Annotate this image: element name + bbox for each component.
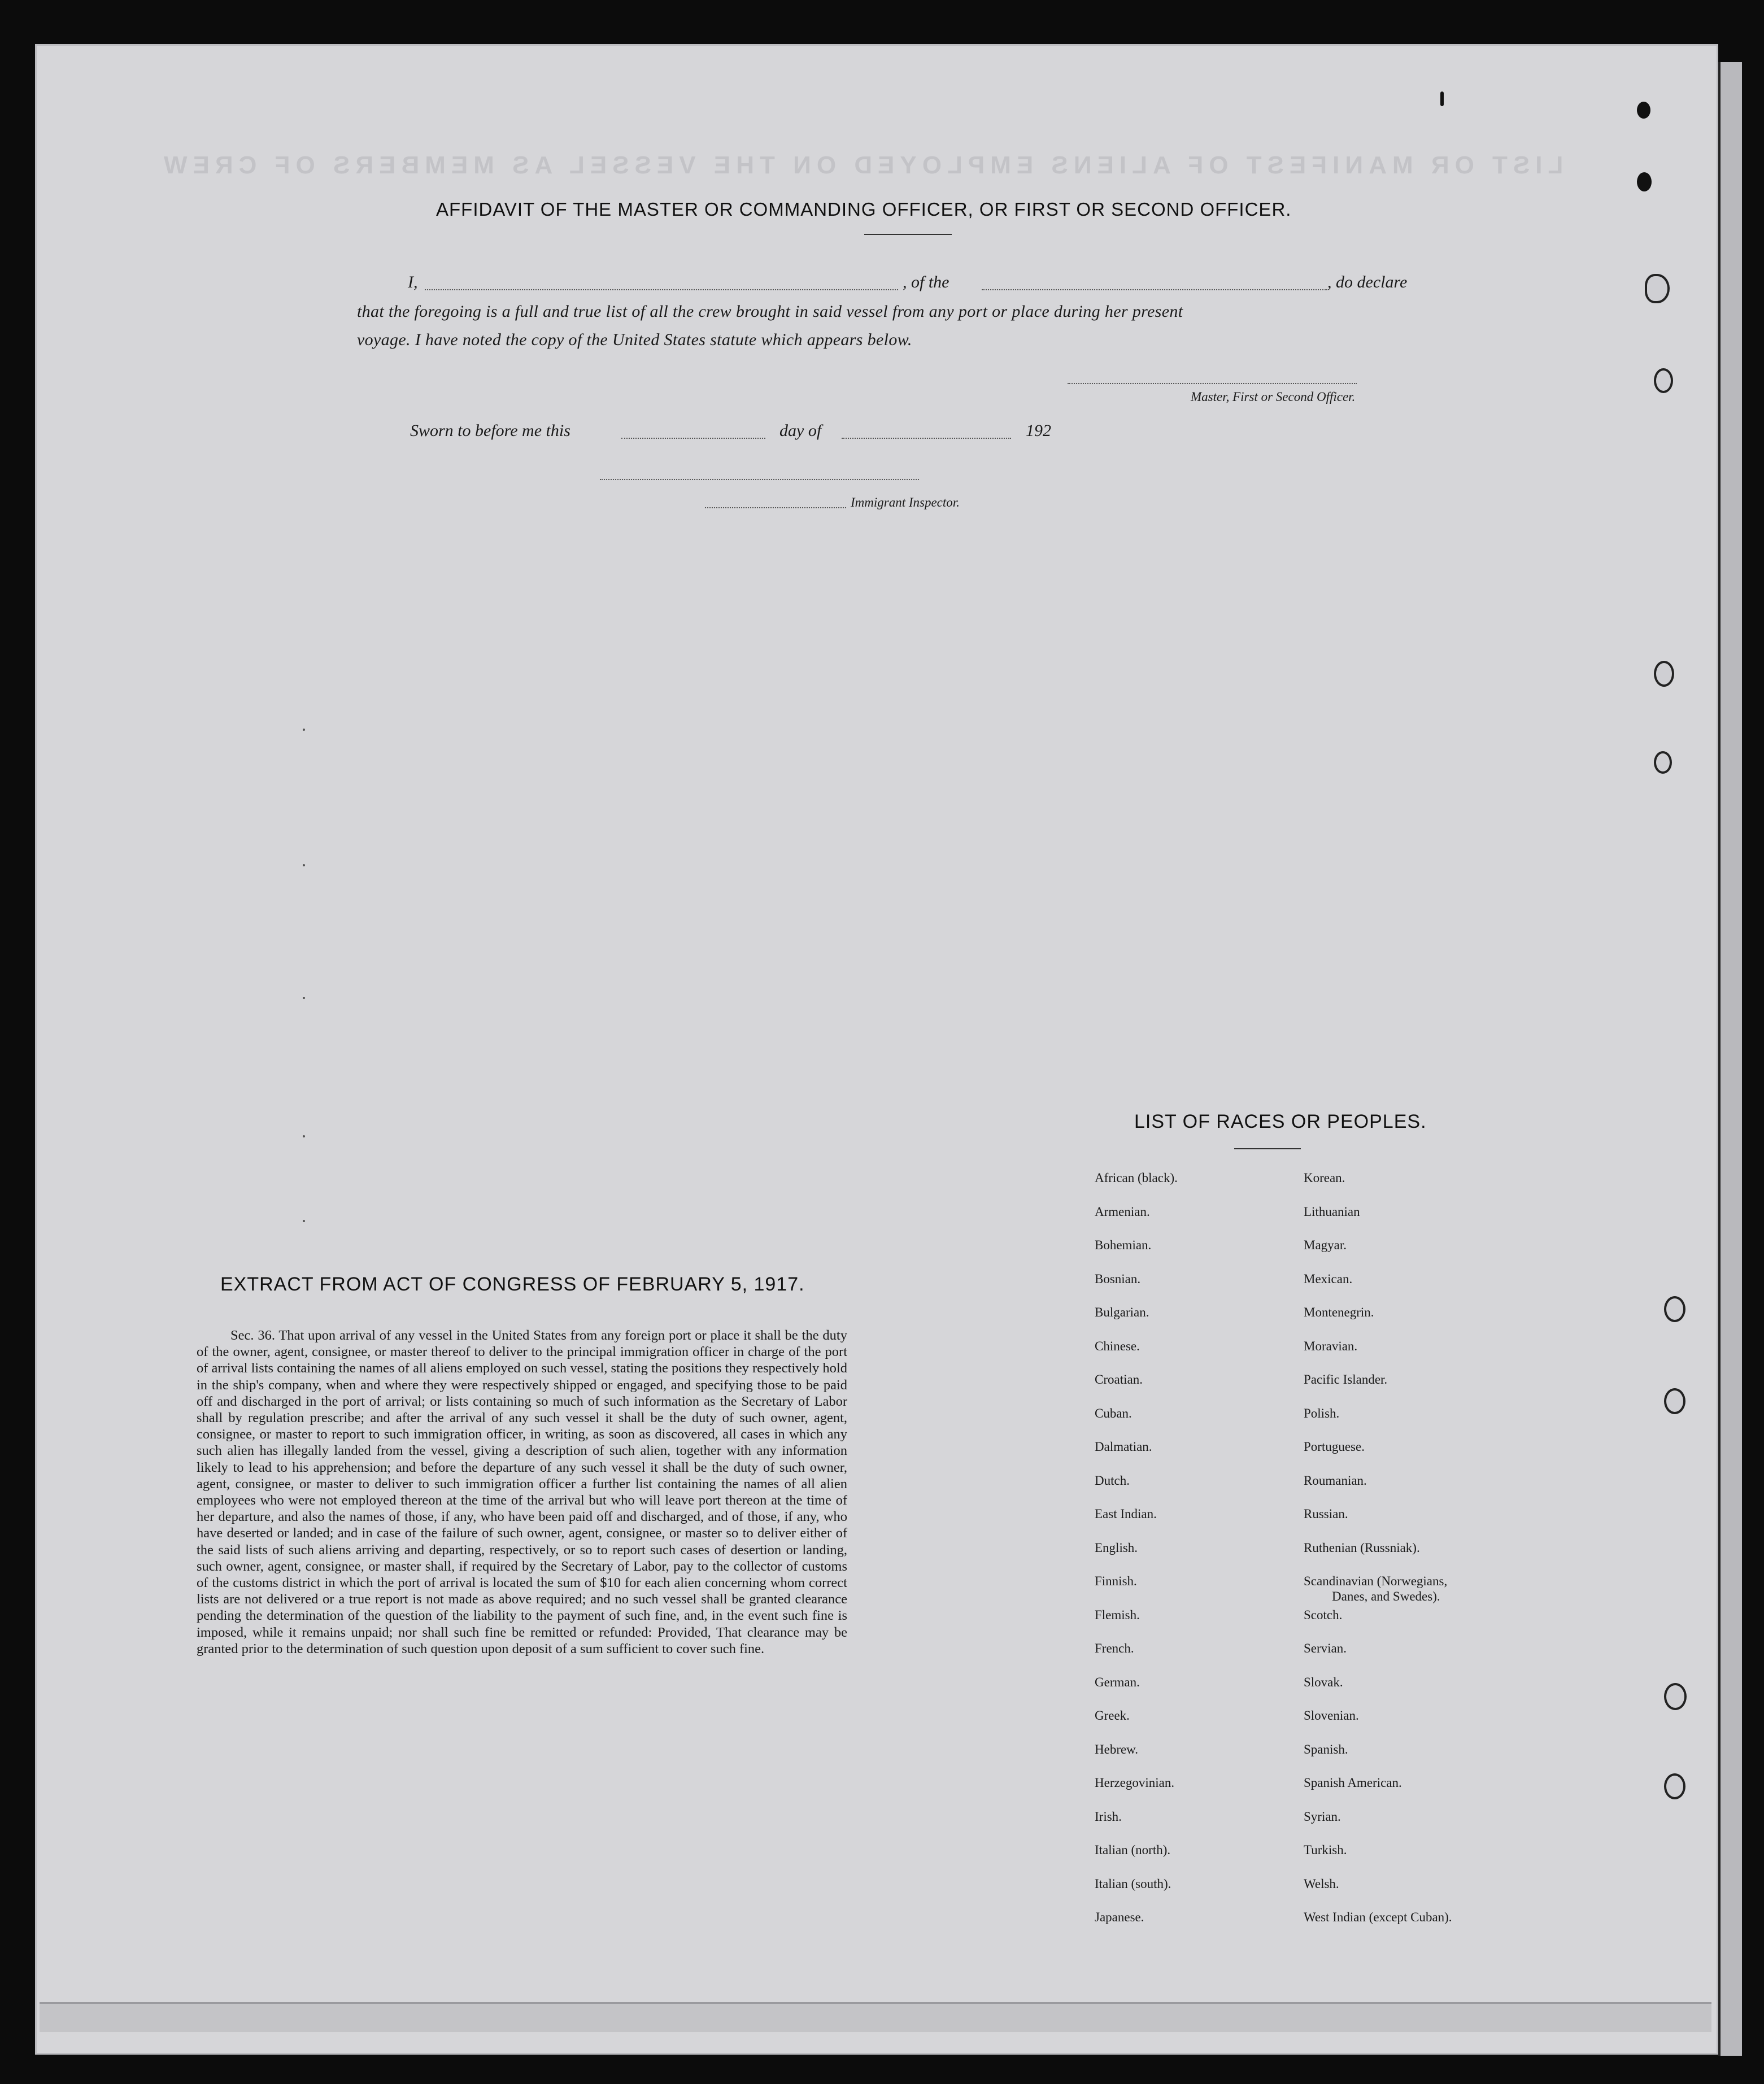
race-label: Roumanian.	[1304, 1473, 1367, 1488]
affidavit-vessel-blank	[982, 289, 1327, 290]
binder-hole	[1654, 751, 1672, 774]
master-signature-line	[1068, 383, 1357, 384]
race-label: Flemish.	[1095, 1607, 1140, 1622]
page-edge-right	[1718, 62, 1742, 2056]
race-item	[1304, 1573, 1452, 1607]
affidavit-title: AFFIDAVIT OF THE MASTER OR COMMANDING OFFICER, OR FIRST OR SECOND OFFICER.	[436, 199, 1292, 220]
race-label: Japanese.	[1095, 1910, 1144, 1924]
race-item	[1304, 1170, 1452, 1204]
race-item	[1095, 1204, 1178, 1238]
race-item	[1095, 1406, 1178, 1440]
race-label: English.	[1095, 1540, 1138, 1555]
affidavit-line3: voyage. I have noted the copy of the United States statute which appears below.	[357, 330, 912, 349]
race-label: Moravian.	[1304, 1339, 1358, 1353]
race-item	[1095, 1237, 1178, 1271]
races-title-rule	[1234, 1148, 1301, 1149]
race-item	[1095, 1573, 1178, 1607]
race-item	[1304, 1506, 1452, 1540]
binder-hole	[1664, 1773, 1685, 1799]
race-item	[1304, 1607, 1452, 1641]
race-item	[1095, 1742, 1178, 1776]
affidavit-line2: that the foregoing is a full and true list of all the crew brought in said vessel from any port or place during her present	[357, 302, 1183, 321]
race-label: Dutch.	[1095, 1473, 1130, 1488]
sworn-day-blank	[621, 438, 765, 439]
race-item	[1304, 1742, 1452, 1776]
race-item	[1095, 1708, 1178, 1742]
margin-dot	[303, 1135, 305, 1137]
race-item	[1304, 1204, 1452, 1238]
race-label: Turkish.	[1304, 1843, 1347, 1857]
affidavit-line1-i: I,	[408, 273, 418, 291]
margin-dot	[303, 1220, 305, 1222]
race-item	[1304, 1842, 1452, 1876]
race-item	[1095, 1271, 1178, 1305]
extract-body: Sec. 36. That upon arrival of any vessel in the United States from any foreign port or place it shall be the duty of the owner, agent, consignee, or master thereof to deliver to the principal immigration officer in charge of the port of arrival lists containing the names of all aliens employed on such vessel, stating the positions they respectively hold in the ship's company, when and where they were respectively shipped or engaged, and specifying those to be paid off and discharged in the port of arrival; or lists containing so much of such information as the Secretary of Labor shall by regulation prescribe; and after the arrival of any such vessel it shall be the duty of such owner, agent, consignee, or master to report to such immigration officer, in writing, as soon as discovered, all cases in which any such alien has illegally landed from the vessel, giving a description of such alien, together with any information likely to lead to his apprehension; and before the departure of any such vessel it shall be the duty of such owner, agent, consignee, or master to deliver to such immigration officer a further list containing the names of all alien employees who were not employed thereon at the time of the arrival but who will leave port thereon at the time of her departure, and also the names of those, if any, who have been paid off and discharged, and of those, if any, who have deserted or landed; and in case of the failure of such owner, agent, consignee, or master so to deliver either of the said lists of such aliens arriving and departing, respectively, or so to report such cases of desertion or landing, such owner, agent, consignee, or master shall, if required by the Secretary of Labor, pay to the collector of customs of the customs district in which the port of arrival is located the sum of $10 for each alien concerning whom correct lists are not delivered or a true report is not made as above required; and no such vessel shall be granted clearance pending the determination of the question of the liability to the payment of such fine, and, in the event such fine is imposed, while it remains unpaid; nor shall such fine be remitted or refunded: Provided, That clearance may be granted prior to the determination of such question upon deposit of a sum sufficient to cover such fine.	[197, 1328, 847, 1656]
extract-title: EXTRACT FROM ACT OF CONGRESS OF FEBRUARY 5, 1917.	[220, 1274, 805, 1295]
race-label: Slovenian.	[1304, 1708, 1359, 1723]
race-item	[1304, 1372, 1452, 1406]
race-item	[1304, 1473, 1452, 1507]
race-item	[1095, 1641, 1178, 1675]
margin-dot	[303, 997, 305, 999]
sworn-month-blank	[842, 438, 1011, 439]
race-label: Magyar.	[1304, 1238, 1347, 1252]
race-label: Croatian.	[1095, 1372, 1143, 1387]
race-label: West Indian (except Cuban).	[1304, 1910, 1452, 1924]
race-item	[1095, 1842, 1178, 1876]
inspector-signature-line	[705, 507, 846, 508]
race-label: Italian (south).	[1095, 1876, 1171, 1891]
races-right-column	[1304, 1170, 1452, 1943]
binder-hole	[1654, 661, 1674, 687]
race-label: Welsh.	[1304, 1876, 1339, 1891]
race-item	[1304, 1809, 1452, 1843]
race-item	[1095, 1909, 1178, 1943]
race-item	[1304, 1237, 1452, 1271]
race-label: Russian.	[1304, 1507, 1348, 1521]
race-label: Spanish.	[1304, 1742, 1348, 1756]
affidavit-title-rule	[864, 234, 952, 235]
race-item	[1304, 1641, 1452, 1675]
race-label: Scandinavian (Norwegians,	[1304, 1574, 1448, 1588]
races-title: LIST OF RACES OR PEOPLES.	[1134, 1111, 1427, 1132]
race-item	[1095, 1675, 1178, 1708]
race-label: Bosnian.	[1095, 1271, 1141, 1286]
inspector-top-line	[600, 479, 919, 480]
race-label: Slovak.	[1304, 1675, 1343, 1689]
race-item	[1095, 1506, 1178, 1540]
master-caption: Master, First or Second Officer.	[1191, 390, 1356, 404]
race-item	[1095, 1305, 1178, 1339]
race-item	[1095, 1775, 1178, 1809]
race-item	[1095, 1809, 1178, 1843]
sworn-text: Sworn to before me this	[410, 421, 570, 440]
race-item	[1304, 1675, 1452, 1708]
affidavit-name-blank	[425, 289, 898, 290]
race-item	[1304, 1271, 1452, 1305]
race-label: Bohemian.	[1095, 1238, 1152, 1252]
race-label: Polish.	[1304, 1406, 1340, 1420]
binder-hole	[1645, 274, 1670, 303]
race-label: East Indian.	[1095, 1507, 1157, 1521]
ink-blot	[1637, 102, 1650, 119]
binder-hole	[1664, 1296, 1685, 1322]
binder-hole	[1664, 1388, 1685, 1414]
race-item	[1304, 1876, 1452, 1910]
race-item	[1095, 1439, 1178, 1473]
race-item	[1095, 1473, 1178, 1507]
race-label: Portuguese.	[1304, 1440, 1365, 1454]
race-item	[1095, 1339, 1178, 1372]
race-label: Irish.	[1095, 1809, 1122, 1824]
races-left-column	[1095, 1170, 1178, 1943]
race-label: Syrian.	[1304, 1809, 1341, 1824]
race-item	[1095, 1876, 1178, 1910]
race-label: Korean.	[1304, 1171, 1345, 1185]
race-label: Chinese.	[1095, 1339, 1140, 1353]
sworn-year: 192	[1026, 421, 1051, 440]
race-label: German.	[1095, 1675, 1140, 1689]
race-label: Scotch.	[1304, 1607, 1343, 1622]
race-item	[1304, 1439, 1452, 1473]
race-item	[1304, 1540, 1452, 1574]
race-label: Armenian.	[1095, 1204, 1150, 1219]
binder-hole	[1654, 368, 1673, 393]
race-label: Herzegovinian.	[1095, 1776, 1175, 1790]
ink-mark	[1440, 91, 1444, 106]
race-item	[1095, 1607, 1178, 1641]
margin-dot	[303, 864, 305, 866]
race-label: African (black).	[1095, 1171, 1178, 1185]
race-label: Cuban.	[1095, 1406, 1132, 1420]
race-label: Hebrew.	[1095, 1742, 1139, 1756]
race-label: Spanish American.	[1304, 1776, 1402, 1790]
sworn-day-of: day of	[779, 421, 822, 440]
race-item	[1304, 1406, 1452, 1440]
race-item	[1304, 1775, 1452, 1809]
race-label: Finnish.	[1095, 1574, 1137, 1588]
bleed-through-text: LIST OR MANIFEST OF ALIENS EMPLOYED ON THE VESSEL AS MEMBERS OF CREW	[158, 151, 1563, 179]
binder-hole	[1664, 1683, 1687, 1710]
race-item	[1095, 1372, 1178, 1406]
race-item	[1304, 1339, 1452, 1372]
race-item	[1304, 1305, 1452, 1339]
race-label: Dalmatian.	[1095, 1440, 1152, 1454]
race-item	[1304, 1909, 1452, 1943]
race-label-continuation: Danes, and Swedes).	[1332, 1589, 1440, 1603]
inspector-caption: Immigrant Inspector.	[851, 495, 960, 509]
race-label: Greek.	[1095, 1708, 1130, 1723]
race-label: Bulgarian.	[1095, 1305, 1149, 1319]
page-edge-bottom	[40, 2002, 1711, 2032]
race-label: Pacific Islander.	[1304, 1372, 1388, 1387]
race-label: Servian.	[1304, 1641, 1347, 1655]
race-label: Lithuanian	[1304, 1204, 1360, 1219]
affidavit-line1-do-declare: , do declare	[1327, 273, 1408, 291]
affidavit-line1-of-the: , of the	[903, 273, 949, 291]
race-label: Montenegrin.	[1304, 1305, 1374, 1319]
race-item	[1095, 1540, 1178, 1574]
race-label: Mexican.	[1304, 1271, 1353, 1286]
margin-dot	[303, 729, 305, 731]
race-item	[1095, 1170, 1178, 1204]
race-label: French.	[1095, 1641, 1134, 1655]
ink-blot	[1637, 172, 1652, 191]
race-item	[1304, 1708, 1452, 1742]
race-label: Italian (north).	[1095, 1843, 1171, 1857]
race-label: Ruthenian (Russniak).	[1304, 1540, 1420, 1555]
